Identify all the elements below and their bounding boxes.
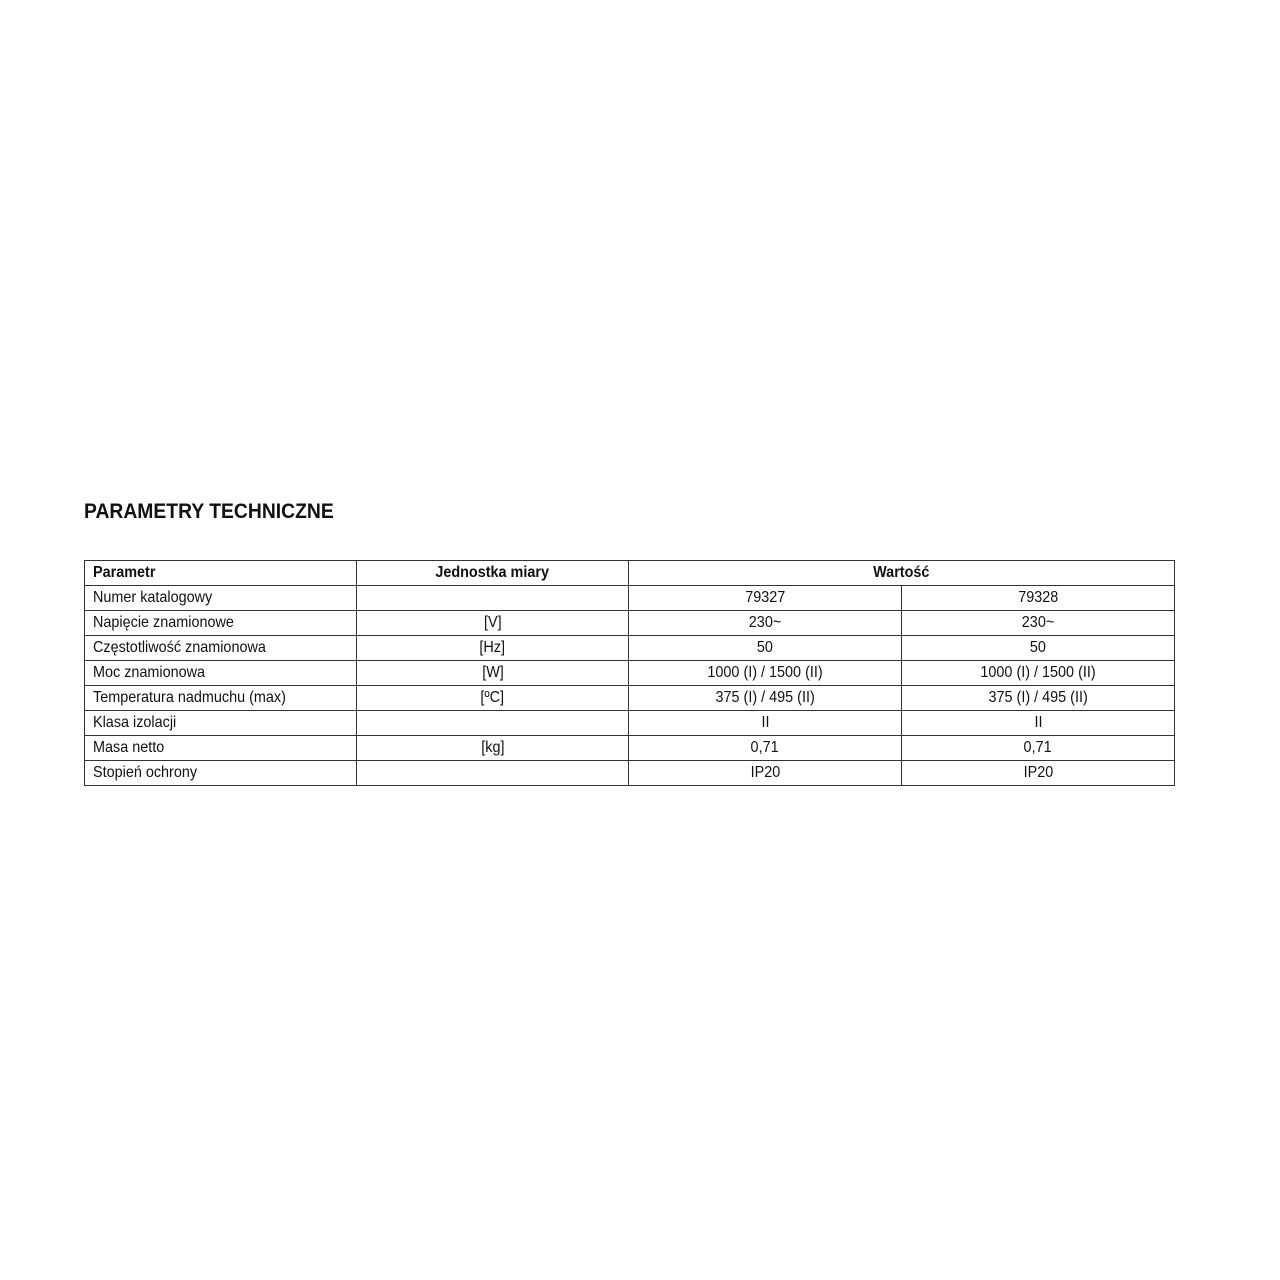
header-param-cell (85, 561, 357, 586)
table-row (85, 586, 1175, 611)
value-label: 0,71 (750, 739, 780, 756)
value-label: IP20 (1023, 764, 1053, 781)
value-cell-79328 (902, 711, 1175, 736)
value-cell-79328 (902, 611, 1175, 636)
param-label: Częstotliwość znamionowa (93, 639, 266, 656)
value-cell-79328 (902, 586, 1175, 611)
value-cell-79328 (902, 636, 1175, 661)
header-param-label: Parametr (93, 564, 156, 581)
table-row (85, 611, 1175, 636)
value-label: 230~ (1021, 614, 1055, 631)
header-value-cell (629, 561, 1175, 586)
param-cell (85, 586, 357, 611)
unit-label: [W] (481, 664, 504, 681)
unit-cell (357, 761, 629, 786)
header-unit-cell (357, 561, 629, 586)
table-row (85, 686, 1175, 711)
header-unit-label: Jednostka miary (435, 564, 550, 581)
value-cell-79327 (629, 761, 902, 786)
param-label: Klasa izolacji (93, 714, 177, 731)
value-label: 0,71 (1023, 739, 1053, 756)
unit-cell (357, 711, 629, 736)
unit-cell (357, 661, 629, 686)
unit-cell (357, 686, 629, 711)
value-label: 50 (756, 639, 774, 656)
value-label: 1000 (I) / 1500 (II) (707, 664, 823, 681)
unit-label: [kg] (480, 739, 505, 756)
value-label: II (760, 714, 769, 731)
value-cell-79328 (902, 736, 1175, 761)
unit-label: [Hz] (479, 639, 506, 656)
value-label: II (1033, 714, 1042, 731)
table-row (85, 736, 1175, 761)
table-row (85, 711, 1175, 736)
unit-cell (357, 611, 629, 636)
param-cell (85, 636, 357, 661)
param-cell (85, 711, 357, 736)
header-value-label: Wartość (873, 564, 930, 581)
table-row (85, 636, 1175, 661)
table-row (85, 761, 1175, 786)
value-label: 79328 (1017, 589, 1059, 606)
unit-cell (357, 736, 629, 761)
param-cell (85, 611, 357, 636)
param-label: Napięcie znamionowe (93, 614, 234, 631)
value-label: 230~ (748, 614, 782, 631)
value-cell-79327 (629, 636, 902, 661)
value-label: 375 (I) / 495 (II) (715, 689, 815, 706)
unit-cell (357, 636, 629, 661)
unit-label: [ºC] (480, 689, 505, 706)
value-cell-79328 (902, 686, 1175, 711)
value-cell-79327 (629, 586, 902, 611)
value-label: IP20 (750, 764, 780, 781)
value-label: 1000 (I) / 1500 (II) (980, 664, 1096, 681)
table-header-row (85, 561, 1175, 586)
param-cell (85, 736, 357, 761)
value-label: 375 (I) / 495 (II) (988, 689, 1088, 706)
param-cell (85, 686, 357, 711)
value-cell-79328 (902, 761, 1175, 786)
value-cell-79327 (629, 686, 902, 711)
param-cell (85, 661, 357, 686)
technical-parameters-table (84, 560, 1175, 786)
value-cell-79328 (902, 661, 1175, 686)
value-label: 50 (1029, 639, 1047, 656)
page-title: PARAMETRY TECHNICZNE (84, 500, 334, 523)
param-label: Moc znamionowa (93, 664, 206, 681)
param-label: Temperatura nadmuchu (max) (93, 689, 286, 706)
value-cell-79327 (629, 661, 902, 686)
param-cell (85, 761, 357, 786)
param-label: Stopień ochrony (93, 764, 198, 781)
param-label: Masa netto (93, 739, 165, 756)
param-label: Numer katalogowy (93, 589, 213, 606)
value-cell-79327 (629, 611, 902, 636)
value-label: 79327 (744, 589, 786, 606)
value-cell-79327 (629, 711, 902, 736)
table-row (85, 661, 1175, 686)
unit-cell (357, 586, 629, 611)
unit-label: [V] (483, 614, 502, 631)
value-cell-79327 (629, 736, 902, 761)
